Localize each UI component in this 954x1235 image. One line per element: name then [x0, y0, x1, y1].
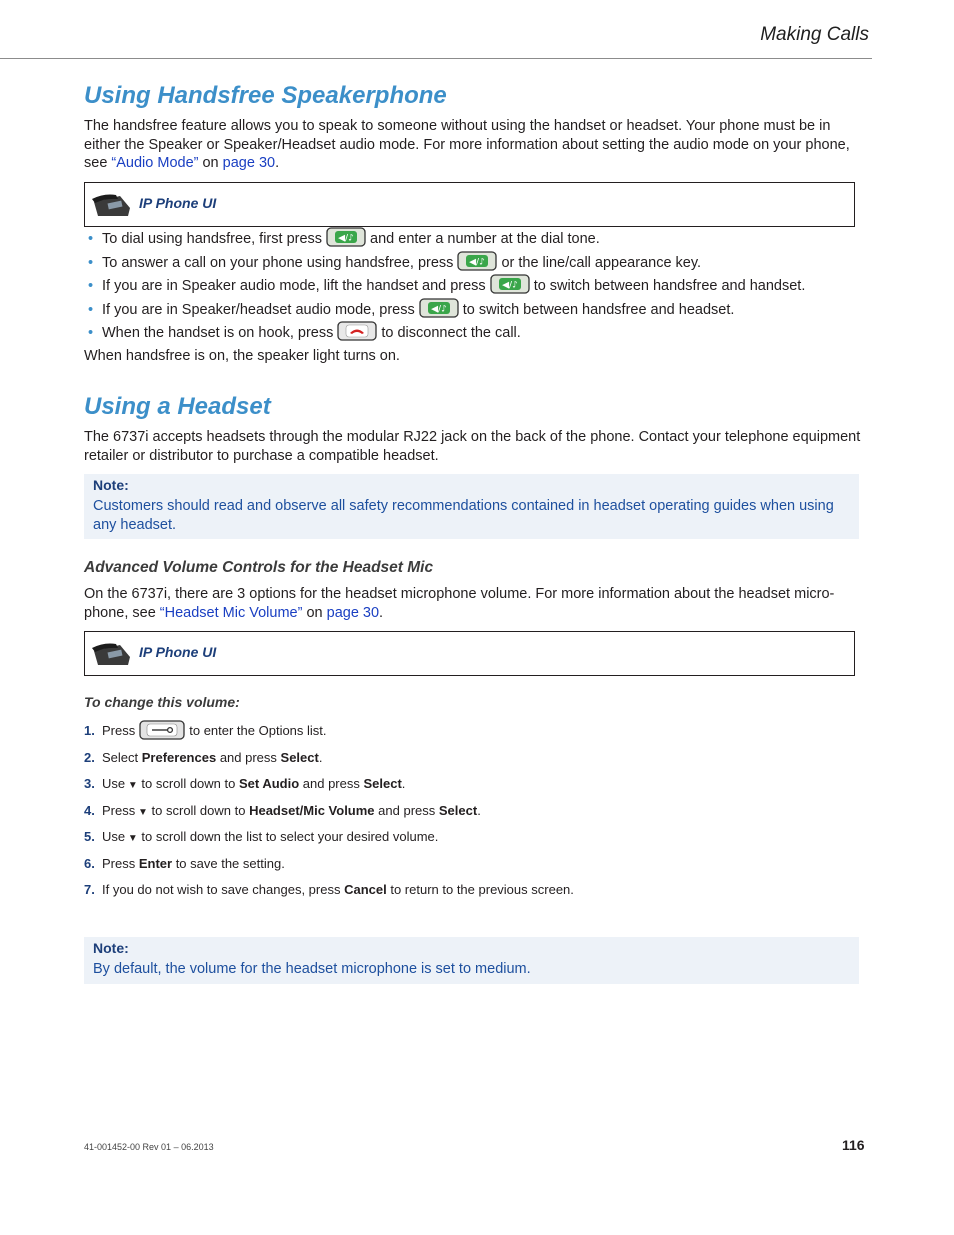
- note-body: Customers should read and observe all safety recommendations contained in headset operating guides when using any headset.: [93, 498, 834, 533]
- goodbye-key-icon: [337, 321, 377, 341]
- page-30-link[interactable]: page 30: [326, 604, 380, 621]
- note-body: By default, the volume for the headset microphone is set to medium.: [93, 961, 531, 977]
- svg-text:◀/♪: ◀/♪: [430, 304, 447, 315]
- header-rule: [0, 58, 872, 59]
- list-item: • If you are in Speaker audio mode, lift the handset and press ◀/♪ to switch between handsfree and handset.: [88, 276, 868, 300]
- section-heading-handsfree: Using Handsfree Speakerphone: [84, 82, 447, 109]
- svg-text:◀/♪: ◀/♪: [469, 257, 486, 268]
- desk-phone-icon: [90, 641, 132, 667]
- list-item: 1. Press to enter the Options list.: [84, 719, 864, 746]
- list-item: • If you are in Speaker/headset audio mode, press ◀/♪ to switch between handsfree and headset.: [88, 300, 868, 324]
- handsfree-closing: When handsfree is on, the speaker light turns on.: [84, 348, 400, 364]
- list-item: 4. Press ▼ to scroll down to Headset/Mic Volume and press Select.: [84, 802, 481, 818]
- handsfree-intro: The handsfree feature allows you to speak to someone without using the handset or headset. Your phone must be in either the Speaker or Speaker/Headset audio mode. For more information about setting the audio mode on your phone, see “Audio Mode” on page 30.: [84, 118, 850, 171]
- down-arrow-icon: ▼: [125, 833, 138, 844]
- svg-text:◀/♪: ◀/♪: [501, 280, 518, 291]
- volume-intro: On the 6737i, there are 3 options for the headset microphone volume. For more information about the headset micro-phone, see “Headset Mic Volume” on page 30.: [84, 586, 835, 621]
- section-heading-headset: Using a Headset: [84, 393, 271, 420]
- note-box-default-volume: [84, 937, 859, 984]
- list-item: 2. Select Preferences and press Select.: [84, 749, 323, 765]
- ip-phone-ui-label: IP Phone UI: [139, 644, 217, 660]
- note-title: Note:: [93, 477, 129, 493]
- svg-text:◀/♪: ◀/♪: [338, 233, 354, 244]
- down-arrow-icon: ▼: [125, 780, 138, 791]
- headset-mic-volume-link[interactable]: “Headset Mic Volume”: [159, 604, 303, 621]
- note-box-safety: [84, 474, 859, 539]
- list-item: • To dial using handsfree, first press ◀/♪ and enter a number at the dial tone.: [88, 229, 868, 253]
- down-arrow-icon: ▼: [135, 806, 148, 818]
- ip-phone-ui-box: [84, 182, 855, 227]
- speaker-key-icon: [490, 274, 530, 294]
- list-item: 5. Use ▼ to scroll down the list to select your desired volume.: [84, 829, 439, 844]
- note-title: Note:: [93, 940, 129, 956]
- ip-phone-ui-label: IP Phone UI: [139, 195, 217, 211]
- handsfree-bullet-list: [88, 229, 868, 347]
- procedure-title: To change this volume:: [84, 694, 240, 710]
- speaker-key-icon: [326, 227, 366, 247]
- procedure-steps: [84, 719, 864, 905]
- headset-intro: The 6737i accepts headsets through the modular RJ22 jack on the back of the phone. Contact your telephone equipment retailer or distributor to purchase a compatible headset.: [84, 429, 861, 464]
- list-item: • To answer a call on your phone using handsfree, press ◀/♪ or the line/call appearance key.: [88, 253, 868, 277]
- list-item: 3. Use ▼ to scroll down to Set Audio and press Select.: [84, 776, 406, 791]
- list-item: 7. If you do not wish to save changes, press Cancel to return to the previous screen.: [84, 882, 574, 897]
- ip-phone-ui-box: [84, 631, 855, 676]
- list-item: • When the handset is on hook, press to disconnect the call.: [88, 323, 868, 347]
- page-30-link[interactable]: page 30: [222, 155, 276, 171]
- subsection-heading-volume: Advanced Volume Controls for the Headset Mic: [84, 559, 434, 576]
- speaker-key-icon: [457, 251, 497, 271]
- speaker-key-icon: [419, 298, 459, 318]
- running-header: Making Calls: [760, 24, 869, 45]
- document-id: 41-001452-00 Rev 01 – 06.2013: [84, 1142, 214, 1152]
- audio-mode-link[interactable]: “Audio Mode”: [111, 155, 199, 171]
- desk-phone-icon: [90, 192, 132, 218]
- options-key-icon: [139, 720, 185, 740]
- page-number: 116: [842, 1137, 865, 1153]
- list-item: 6. Press Enter to save the setting.: [84, 855, 285, 871]
